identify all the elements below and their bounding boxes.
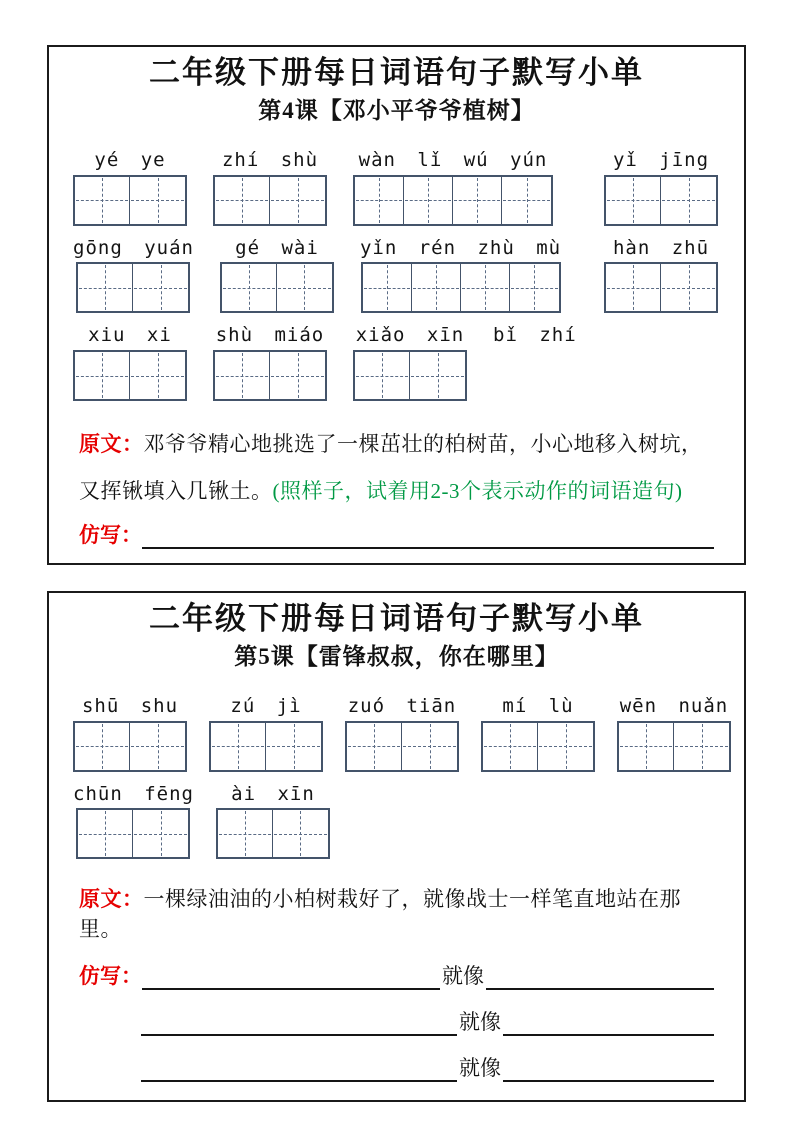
word-group: [73, 696, 187, 772]
writing-grid: [604, 262, 718, 313]
writing-grid: [345, 721, 459, 772]
grid-cell: [133, 264, 188, 311]
grid-cell: [363, 264, 412, 311]
imitate-line-1: [79, 958, 714, 990]
word-group: [360, 238, 561, 314]
original-label: 原文：: [79, 432, 144, 457]
pinyin-label: yǐn rén zhù mù: [359, 236, 562, 259]
word-group: [213, 150, 327, 226]
imitate-line: [79, 517, 714, 549]
grid-cell: [483, 723, 538, 770]
pinyin-grid-row: [49, 696, 744, 772]
blank-line: [142, 958, 440, 990]
writing-grid: [73, 721, 187, 772]
pinyin-grid-row: [49, 784, 744, 860]
grid-cell: [133, 810, 188, 857]
writing-grid: [213, 175, 327, 226]
grid-cell: [75, 177, 130, 224]
pinyin-label: mí lù: [502, 694, 574, 717]
grid-cell: [78, 264, 133, 311]
grid-cell: [277, 264, 332, 311]
imitate-label: 仿写：: [79, 523, 142, 548]
pinyin-grid-row: [49, 150, 744, 226]
grid-cell: [218, 810, 273, 857]
pinyin-label: bǐ zhí: [493, 324, 577, 347]
original-paragraph: [79, 885, 714, 944]
blank-line: [141, 1004, 457, 1036]
original-label: 原文：: [79, 887, 144, 912]
grid-cell: [410, 352, 465, 399]
grid-cell: [266, 723, 321, 770]
grid-cell: [404, 177, 453, 224]
word-group: [345, 696, 459, 772]
pinyin-grid-row: [49, 325, 744, 401]
pinyin-label: zú jì: [230, 694, 302, 717]
lesson-subtitle: 第5课【雷锋叔叔，你在哪里】: [234, 643, 559, 669]
pinyin-label: shù miáo: [215, 324, 325, 347]
grid-cell: [412, 264, 461, 311]
grid-cell: [270, 352, 325, 399]
grid-cell: [222, 264, 277, 311]
word-group: [209, 696, 323, 772]
pinyin-label: hàn zhū: [612, 236, 710, 259]
grid-cell: [453, 177, 502, 224]
blank-line: [503, 1004, 714, 1036]
grid-cell: [215, 352, 270, 399]
grid-cell: [130, 352, 185, 399]
writing-grid: [617, 721, 731, 772]
grid-cell: [502, 177, 551, 224]
writing-grid: [604, 175, 718, 226]
writing-grid: [216, 808, 330, 859]
pinyin-label: gōng yuán: [73, 236, 194, 259]
grid-cell: [510, 264, 559, 311]
pinyin-label: chūn fēng: [73, 782, 194, 805]
blank-line: [503, 1050, 714, 1082]
word-group: [604, 238, 718, 314]
word-group: [73, 150, 187, 226]
grid-cell: [606, 264, 661, 311]
jiuxiang-text: 就像: [459, 1010, 501, 1035]
original-note: (照样子，试着用2-3个表示动作的词语造句): [272, 479, 683, 504]
blank-line: [141, 1050, 457, 1082]
grid-cell: [130, 177, 185, 224]
pinyin-label: xiǎo xīn: [355, 324, 465, 347]
pinyin-label: zhí shù: [221, 148, 319, 171]
lesson-subtitle: 第4课【邓小平爷爷植树】: [258, 97, 535, 123]
grid-cell: [270, 177, 325, 224]
word-group: [493, 325, 577, 350]
writing-grid: [353, 175, 553, 226]
word-group: [604, 150, 718, 226]
writing-grid: [361, 262, 561, 313]
grid-cell: [75, 352, 130, 399]
word-group: [617, 696, 731, 772]
grid-cell: [355, 352, 410, 399]
word-group: [353, 150, 553, 226]
writing-grid: [76, 808, 190, 859]
pinyin-label: gé wài: [235, 236, 319, 259]
grid-cell: [130, 723, 185, 770]
grid-cell: [347, 723, 402, 770]
worksheet-card-lesson5: [47, 591, 746, 1102]
grid-cell: [538, 723, 593, 770]
word-group: [481, 696, 595, 772]
original-paragraph: [79, 421, 714, 515]
pinyin-label: yǐ jīng: [612, 148, 710, 171]
grid-cell: [78, 810, 133, 857]
pinyin-label: zuó tiān: [347, 694, 457, 717]
jiuxiang-text: 就像: [442, 964, 484, 989]
blank-line: [142, 517, 714, 549]
pinyin-label: wàn lǐ wú yún: [358, 148, 548, 171]
page-title: 二年级下册每日词语句子默写小单: [149, 601, 644, 636]
grid-cell: [661, 264, 716, 311]
grid-cell: [273, 810, 328, 857]
writing-grid: [209, 721, 323, 772]
word-group: [216, 784, 330, 860]
writing-grid: [353, 350, 467, 401]
writing-grid: [73, 175, 187, 226]
writing-grid: [213, 350, 327, 401]
pinyin-grid-rows: [49, 696, 744, 860]
worksheet-card-lesson4: [47, 45, 746, 565]
grid-cell: [211, 723, 266, 770]
imitate-label: 仿写：: [79, 964, 142, 989]
word-group: [353, 325, 467, 401]
blank-line: [486, 958, 714, 990]
grid-cell: [606, 177, 661, 224]
word-group: [213, 325, 327, 401]
word-group: [73, 784, 194, 860]
pinyin-label: ài xīn: [231, 782, 315, 805]
pinyin-label: xiu xi: [88, 324, 172, 347]
grid-cell: [661, 177, 716, 224]
page-title: 二年级下册每日词语句子默写小单: [149, 55, 644, 90]
grid-cell: [674, 723, 729, 770]
grid-cell: [75, 723, 130, 770]
grid-cell: [402, 723, 457, 770]
word-group: [220, 238, 334, 314]
grid-cell: [215, 177, 270, 224]
writing-grid: [76, 262, 190, 313]
pinyin-grid-row: [49, 238, 744, 314]
pinyin-grid-rows: [49, 150, 744, 402]
word-group: [73, 238, 194, 314]
grid-cell: [461, 264, 510, 311]
writing-grid: [481, 721, 595, 772]
writing-grid: [73, 350, 187, 401]
grid-cell: [355, 177, 404, 224]
writing-grid: [220, 262, 334, 313]
pinyin-label: wēn nuǎn: [619, 694, 729, 717]
original-text: 邓爷爷精心地挑选了一棵茁壮的柏树苗，小心地移入树坑，又挥锹填入几锹土。: [79, 432, 703, 504]
imitate-line-3: [79, 1050, 714, 1082]
jiuxiang-text: 就像: [459, 1056, 501, 1081]
original-text: 一棵绿油油的小柏树栽好了，就像战士一样笔直地站在那里。: [79, 887, 681, 941]
pinyin-label: shū shu: [81, 694, 179, 717]
grid-cell: [619, 723, 674, 770]
pinyin-label: yé ye: [94, 148, 166, 171]
imitate-line-2: [79, 1004, 714, 1036]
word-group: [73, 325, 187, 401]
